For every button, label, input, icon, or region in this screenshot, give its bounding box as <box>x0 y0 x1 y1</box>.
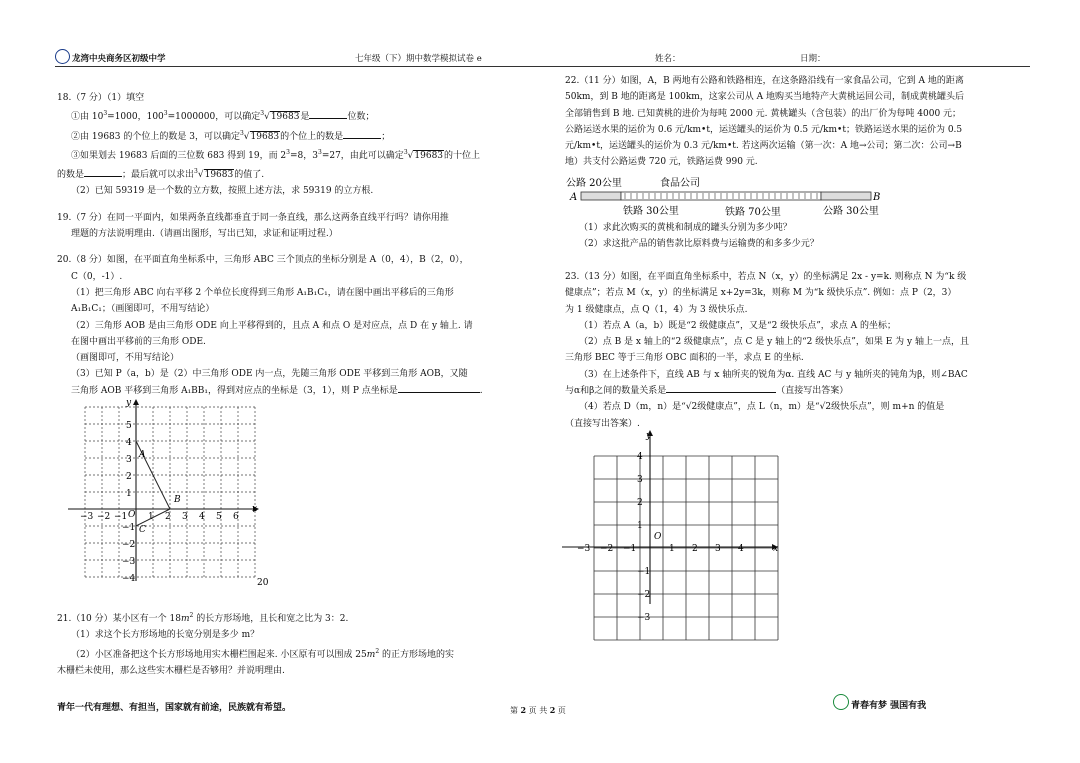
x-axis-label: x <box>773 544 779 554</box>
school-name: 龙湾中央商务区初级中学 <box>72 54 166 64</box>
y-tick-label: 4 <box>637 452 643 462</box>
y-tick-label: 5 <box>126 421 132 431</box>
answer-blank[interactable] <box>398 383 480 393</box>
y-tick-label: −2 <box>122 540 136 550</box>
y-tick-label: 2 <box>637 498 643 508</box>
y-tick-label: 3 <box>637 475 643 485</box>
y-tick-label: 4 <box>126 438 132 448</box>
answer-blank[interactable] <box>666 383 776 393</box>
svg-text:B: B <box>873 192 881 203</box>
point-b-label: B <box>174 495 181 505</box>
x-tick-label: −3 <box>80 512 94 522</box>
x-tick-label: 5 <box>216 512 222 522</box>
x-tick-label: −1 <box>623 544 637 554</box>
route-diagram <box>565 172 895 218</box>
coordinate-grid-1 <box>60 395 300 595</box>
coordinate-grid-2 <box>560 428 790 623</box>
point-c-label: C <box>139 525 146 535</box>
svg-text:铁路 30公里: 铁路 30公里 <box>623 206 679 217</box>
question-20: 20.（8 分）如图，在平面直角坐标系中，三角形 ABC 三个顶点的坐标分别是 A（0，4），B（2，0）， C（0，-1）. （1）把三角形 ABC 向右平移 2 个单位长度得到三角形 A₁B₁C₁，请在图中画出平移后的三角形 A₁B₁C₁；（画图即可，不用写结论） （2）三角形 AOB 是由三角形 ODE 向上平移得到的，且点 A 和点 O 是对应点，点 D 在 y 轴上. 请 在图中画出平移前的三角形 ODE. （画图即可，不用写结论） （3）已知 P（a，b）是（2）中三角形 ODE 内一点，先随三角形 ODE 平移到三角形 AOB，又随 三角形 AOB 平移到三角形 A₁BB₁，得到对应点的坐标是（3，1），则 P 点坐标是 . <box>57 255 483 396</box>
y-tick-label: 2 <box>126 472 132 482</box>
answer-blank[interactable] <box>309 109 347 119</box>
answer-blank[interactable] <box>84 167 122 177</box>
page-number: 第 2 页 共 2 页 <box>510 705 566 715</box>
y-tick-label: −3 <box>637 613 651 623</box>
question-18: 18.（7 分）（1）填空 ①由 $10^3=1000$，$100^3=1000000$，可以确定$^3$√19683是 位数； ②由 19683 的个位上的数是 3，可以确定$^3$√19683的个位上的数是 ； ③如果划去 19683 后面的三位数 683 得到 19，而 $2^3=8$，$3^3=27$，由此可以确定$^3$√19683的十位上 的数是 ；最后就可以求出$^3$√19683的值了. （2）已知 59319 是一个数的立方数，按照上述方法，求 59319 的立方根. <box>57 93 481 197</box>
left-column <box>57 90 532 399</box>
y-tick-label: 3 <box>126 455 132 465</box>
x-tick-label: 1 <box>669 544 675 554</box>
x-tick-label: 1 <box>148 512 154 522</box>
x-axis-label: x <box>252 504 258 514</box>
y-tick-label: −4 <box>122 574 136 584</box>
x-tick-label: 3 <box>182 512 188 522</box>
answer-blank[interactable] <box>343 129 381 139</box>
y-tick-label: −2 <box>637 590 651 600</box>
x-tick-label: −3 <box>577 544 591 554</box>
y-axis-arrow-icon <box>133 399 139 405</box>
svg-text:铁路 70公里: 铁路 70公里 <box>725 207 781 218</box>
svg-text:A: A <box>570 192 578 203</box>
y-tick-label: −3 <box>122 557 136 567</box>
date-label: 日期： <box>800 54 826 64</box>
x-tick-label: 4 <box>738 544 744 554</box>
svg-text:公路 30公里: 公路 30公里 <box>823 206 879 217</box>
x-tick-label: 6 <box>233 512 239 522</box>
svg-text:公路 20公里: 公路 20公里 <box>566 178 622 189</box>
y-axis-label: y <box>126 398 132 408</box>
svg-text:食品公司: 食品公司 <box>660 178 700 189</box>
x-tick-label: 2 <box>165 512 171 522</box>
y-tick-label: −1 <box>637 567 651 577</box>
road-segment-2 <box>821 192 871 200</box>
footer-logo-icon <box>833 694 849 710</box>
name-label: 姓名： <box>655 54 681 64</box>
x-tick-label: 2 <box>692 544 698 554</box>
page-header <box>55 50 1030 67</box>
x-tick-label: 3 <box>715 544 721 554</box>
origin-label: O <box>128 510 136 520</box>
exam-title: 七年级（下）期中数学模拟试卷 e <box>355 54 482 64</box>
x-tick-label: −1 <box>114 512 128 522</box>
x-tick-label: −2 <box>97 512 111 522</box>
question-23: 23.（13 分）如图，在平面直角坐标系中，若点 N（x，y）的坐标满足 2x - y=k. 则称点 N 为“k 级 健康点”；若点 M（x，y）的坐标满足 x+2y=3k，则称 M 为“k 级快乐点”. 例如：点 P（2，3） 为 1 级健康点，点 Q（1，4）为 3 级快乐点. （1）若点 A（a，b）既是“2 级健康点”，又是“2 级快乐点”，求点 A 的坐标； （2）点 B 是 x 轴上的“2 级健康点”，点 C 是 y 轴上的“2 级快乐点”，如果 E 为 y 轴上一点，且 三角形 BEC 等于三角形 OBC 面积的一半，求点 E 的坐标. （3）在上述条件下，直线 AB 与 x 轴所夹的锐角为α. 直线 AC 与 y 轴所夹的钝角为β，则∠BAC 与α和β之间的数量关系是 （直接写出答案） （4）若点 D（m，n）是“√2级健康点”，点 L（n，m）是“√2级快乐点”，则 m+n 的值是 （直接写出答案）. <box>565 272 969 429</box>
question-21: 21.（10 分）某小区有一个 $18m^2$ 的长方形场地，且长和宽之比为 3：2. （1）求这个长方形场地的长宽分别是多少 m？ （2）小区准备把这个长方形场地用实木栅栏围起来. 小区原有可以围成 $25m^2$ 的正方形场地的实 木栅栏未使用，那么这些实木栅栏是否够用？并说明理由. <box>57 612 455 676</box>
footer-slogan-right: 青春有梦 强国有我 <box>851 701 927 711</box>
footer-slogan-left: 青年一代有理想、有担当，国家就有前途，民族就有希望。 <box>57 703 292 713</box>
y-axis-label: y <box>646 431 652 441</box>
y-tick-label: −1 <box>122 523 136 533</box>
y-tick-label: 1 <box>126 489 132 499</box>
x-tick-label: 4 <box>199 512 205 522</box>
question-22-parts: （1）求此次购买的黄桃和制成的罐头分别为多少吨？ （2）求这批产品的销售款比原料费与运输费的和多多少元？ <box>579 223 819 250</box>
question-19: 19.（7 分）在同一平面内，如果两条直线都垂直于同一条直线，那么这两条直线平行吗？请你用推 理题的方法说明理由.（请画出图形，写出已知，求证和证明过程.） <box>57 212 449 240</box>
road-segment <box>581 192 621 200</box>
origin-label: O <box>654 532 662 542</box>
side-note: 20 <box>257 578 269 588</box>
y-tick-label: 1 <box>637 521 643 531</box>
school-logo-icon <box>55 49 70 64</box>
question-22: 22.（11 分）如图，A，B 两地有公路和铁路相连，在这条路沿线有一家食品公司，它到 A 地的距离 50km，到 B 地的距离是 100km，这家公司从 A 地购买当地特产大黄桃运回公司，制成黄桃罐头后 全部销售到 B 地. 已知黄桃的进价为每吨 2000 元. 黄桃罐头（含包装）的出厂价为每吨 4000 元； 公路运送水果的运价为 0.6 元/km•t，运送罐头的运价为 0.5 元/km•t；铁路运送水果的运价为 0.5 元/km•t，运送罐头的运价为 0.3 元/km•t. 若这两次运输（第一次：A 地→公司；第二次：公司→B 地）共支付公路运费 720 元，铁路运费 990 元. <box>565 76 965 168</box>
point-a-label: A <box>139 450 146 460</box>
x-tick-label: −2 <box>600 544 614 554</box>
